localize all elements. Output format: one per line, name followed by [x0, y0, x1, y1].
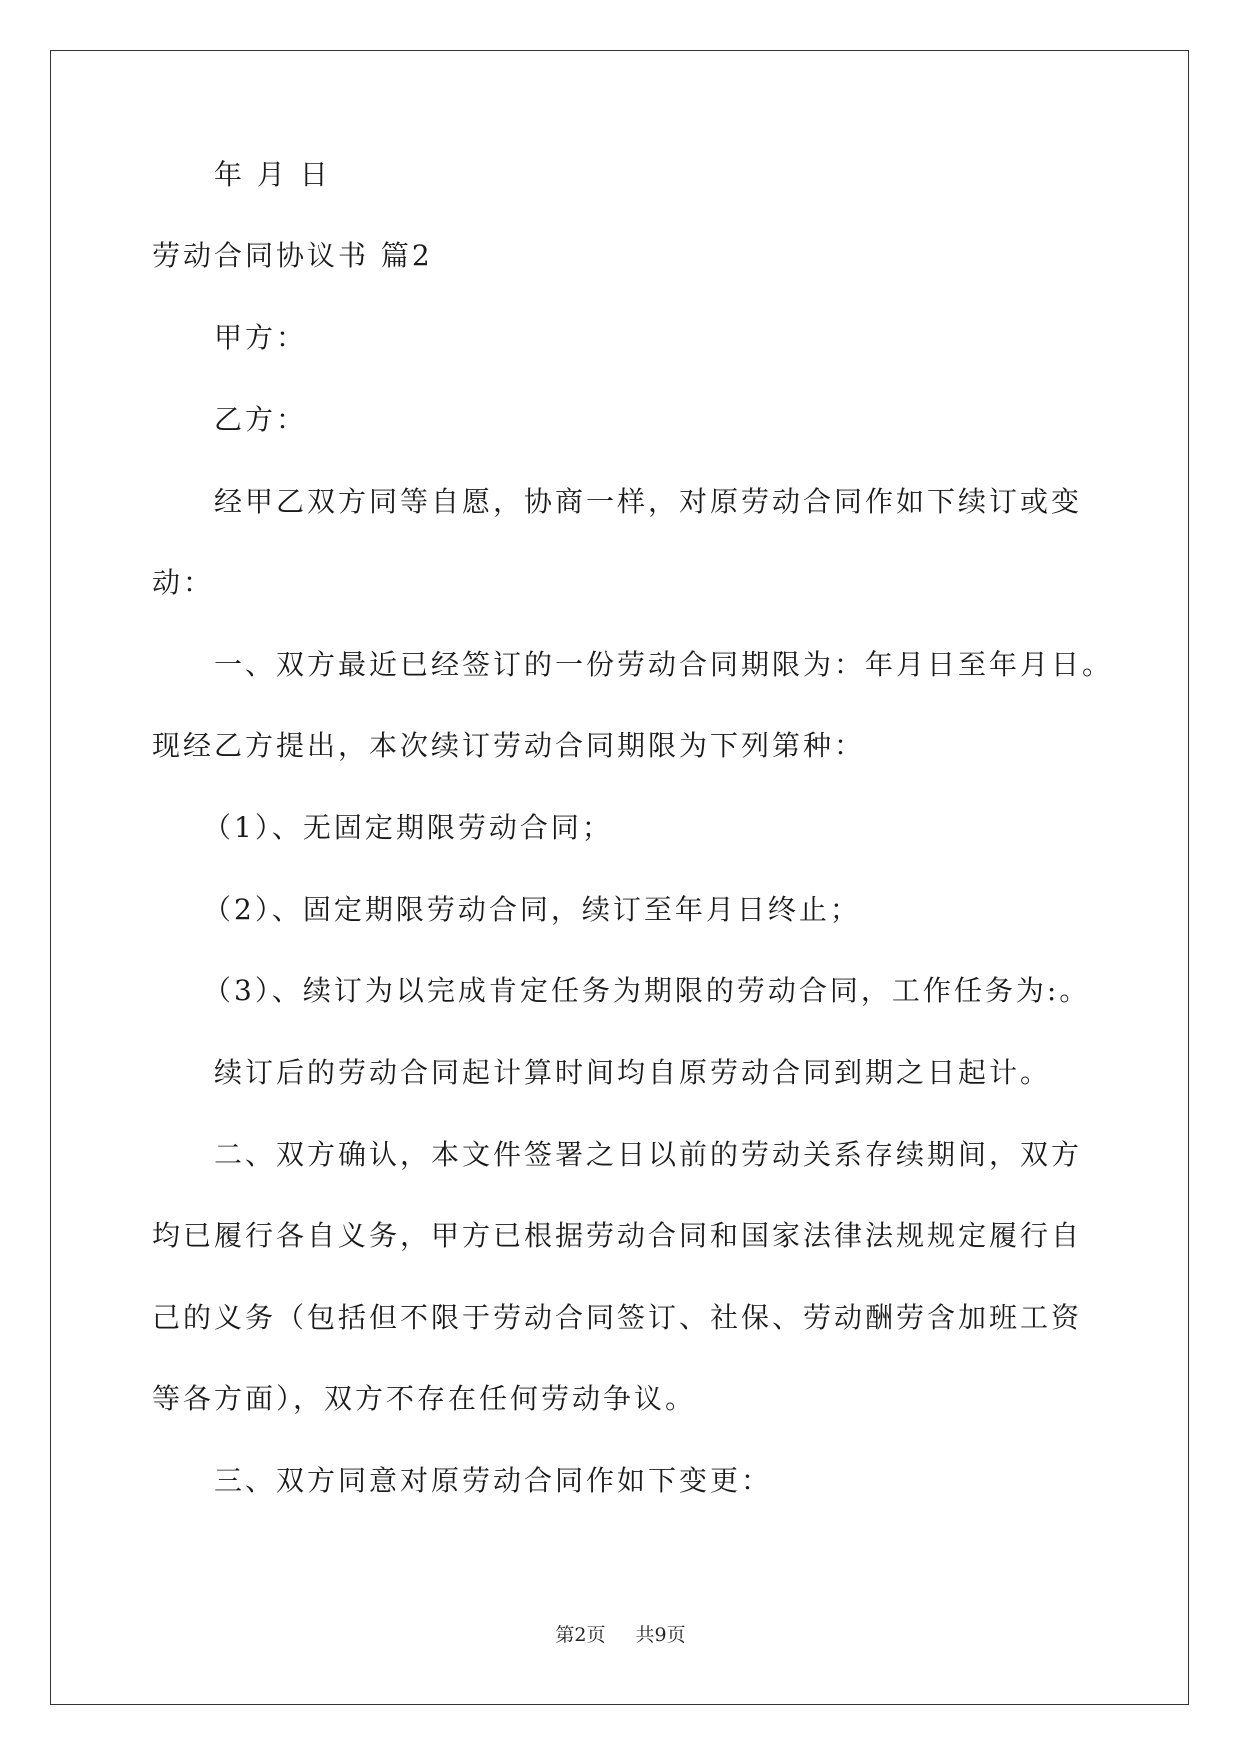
paragraph-line: 经甲乙双方同等自愿，协商一样，对原劳动合同作如下续订或变 — [214, 485, 1083, 518]
party-a-line: 甲方： — [214, 321, 308, 354]
page-total: 共9页 — [635, 1624, 686, 1646]
paragraph-line: 己的义务（包括但不限于劳动合同签订、社保、劳动酬劳含加班工资 — [152, 1301, 1083, 1334]
list-item: （2）、固定期限劳动合同，续订至年月日终止； — [203, 893, 861, 926]
section-heading: 劳动合同协议书 篇2 — [152, 239, 433, 272]
date-line: 年 月 日 — [214, 158, 331, 191]
page-border — [50, 50, 1189, 1705]
paragraph-line: 一、双方最近已经签订的一份劳动合同期限为：年月日至年月日。 — [214, 648, 1114, 681]
paragraph-line: 等各方面），双方不存在任何劳动争议。 — [152, 1382, 697, 1415]
page-footer — [0, 1620, 1241, 1647]
paragraph-line: 均已履行各自义务，甲方已根据劳动合同和国家法律法规规定履行自 — [152, 1219, 1083, 1252]
list-item: （1）、无固定期限劳动合同； — [203, 811, 613, 844]
paragraph-line: 续订后的劳动合同起计算时间均自原劳动合同到期之日起计。 — [214, 1056, 1052, 1089]
paragraph-line: 二、双方确认，本文件签署之日以前的劳动关系存续期间，双方 — [214, 1138, 1083, 1171]
page-number: 第2页 — [555, 1624, 606, 1646]
paragraph-line: 现经乙方提出，本次续订劳动合同期限为下列第种： — [152, 729, 866, 762]
party-b-line: 乙方： — [214, 403, 308, 436]
list-item: （3）、续订为以完成肯定任务为期限的劳动合同，工作任务为:。 — [203, 974, 1091, 1007]
paragraph-line: 动： — [152, 566, 215, 599]
paragraph-line: 三、双方同意对原劳动合同作如下变更： — [214, 1464, 773, 1497]
